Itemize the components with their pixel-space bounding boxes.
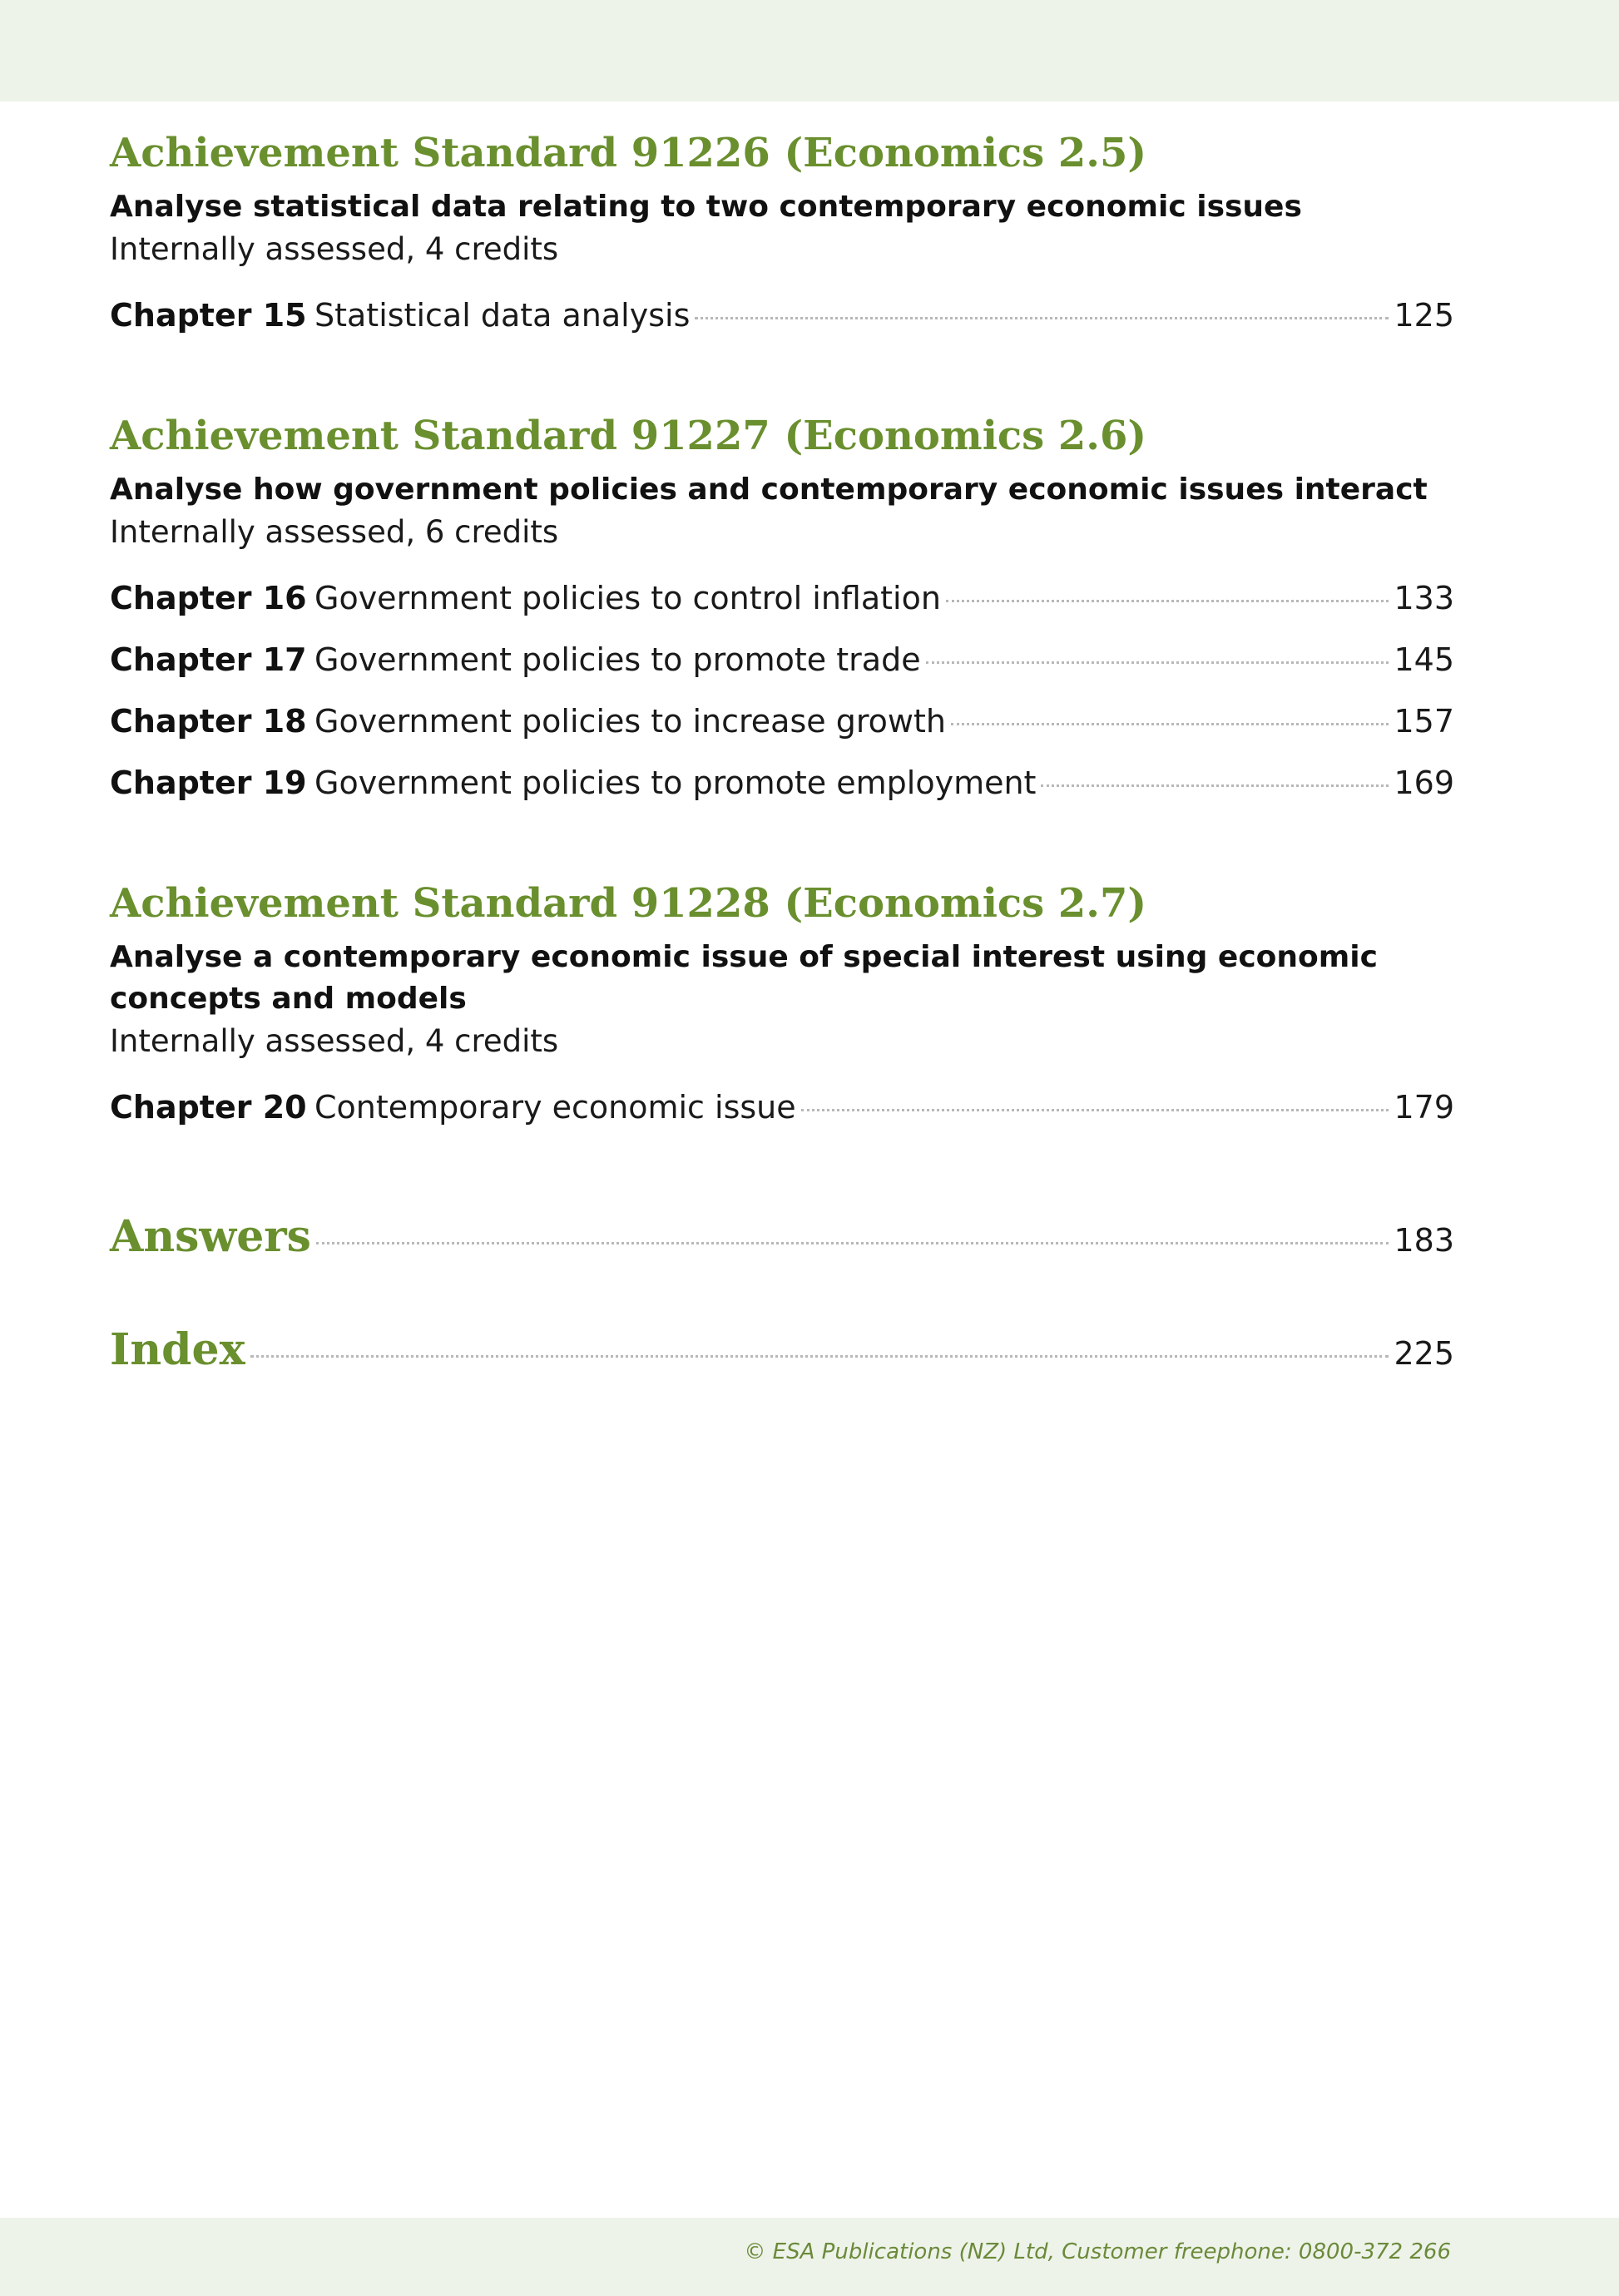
chapter-title: Contemporary economic issue	[314, 1089, 796, 1126]
dot-leader	[316, 1242, 1389, 1244]
standard-credits: Internally assessed, 4 credits	[110, 231, 559, 267]
page-number: 157	[1394, 703, 1454, 740]
toc-entry-chapter-18[interactable]	[110, 690, 1454, 752]
standard-credits: Internally assessed, 6 credits	[110, 514, 559, 550]
chapter-label: Chapter 19	[110, 765, 307, 801]
answers-title: Answers	[110, 1211, 311, 1262]
chapter-title: Government policies to promote trade	[314, 641, 921, 678]
dot-leader	[250, 1355, 1389, 1358]
standard-title: Achievement Standard 91227 (Economics 2.6)	[110, 413, 1147, 459]
standard-title: Achievement Standard 91228 (Economics 2.7)	[110, 880, 1147, 927]
standard-description: Analyse how government policies and contemporary economic issues interact	[110, 473, 1428, 507]
dot-leader	[1041, 784, 1389, 787]
page-number: 133	[1394, 580, 1454, 616]
dot-leader	[951, 723, 1389, 725]
page-number: 183	[1394, 1222, 1454, 1259]
toc-entry-chapter-19[interactable]	[110, 752, 1454, 814]
chapter-label: Chapter 16	[110, 580, 307, 616]
dot-leader	[801, 1109, 1389, 1111]
toc-entry-chapter-15[interactable]	[110, 285, 1454, 346]
page-number: 225	[1394, 1335, 1454, 1372]
standard-section-91226	[110, 125, 1454, 346]
chapter-label: Chapter 18	[110, 703, 307, 740]
page-number: 145	[1394, 641, 1454, 678]
index-title: Index	[110, 1324, 245, 1375]
chapter-title: Statistical data analysis	[314, 297, 691, 334]
footer-copyright: © ESA Publications (NZ) Ltd, Customer freephone: 0800-372 266	[744, 2239, 1451, 2264]
page-number: 179	[1394, 1089, 1454, 1126]
page-number: 125	[1394, 297, 1454, 334]
toc-entry-chapter-16[interactable]	[110, 567, 1454, 629]
toc-entry-chapter-17[interactable]	[110, 629, 1454, 690]
page-number: 169	[1394, 765, 1454, 801]
standard-credits: Internally assessed, 4 credits	[110, 1023, 559, 1059]
dot-leader	[695, 317, 1389, 319]
standard-description: Analyse a contemporary economic issue of special interest using economic concepts and models	[110, 940, 1378, 1016]
dot-leader	[946, 600, 1389, 602]
standard-section-91227	[110, 408, 1454, 814]
standard-title: Achievement Standard 91226 (Economics 2.5)	[110, 130, 1147, 176]
chapter-label: Chapter 15	[110, 297, 307, 334]
toc-entry-index[interactable]	[110, 1313, 1454, 1388]
chapter-title: Government policies to control inflation	[314, 580, 941, 616]
chapter-title: Government policies to promote employment	[314, 765, 1037, 801]
chapter-label: Chapter 17	[110, 641, 307, 678]
dot-leader	[926, 661, 1389, 664]
chapter-title: Government policies to increase growth	[314, 703, 946, 740]
table-of-contents	[110, 125, 1454, 1426]
chapter-label: Chapter 20	[110, 1089, 307, 1126]
toc-entry-chapter-20[interactable]	[110, 1076, 1454, 1138]
standard-description: Analyse statistical data relating to two contemporary economic issues	[110, 190, 1302, 224]
header-band	[0, 0, 1619, 101]
toc-entry-answers[interactable]	[110, 1200, 1454, 1274]
standard-section-91228	[110, 875, 1454, 1138]
